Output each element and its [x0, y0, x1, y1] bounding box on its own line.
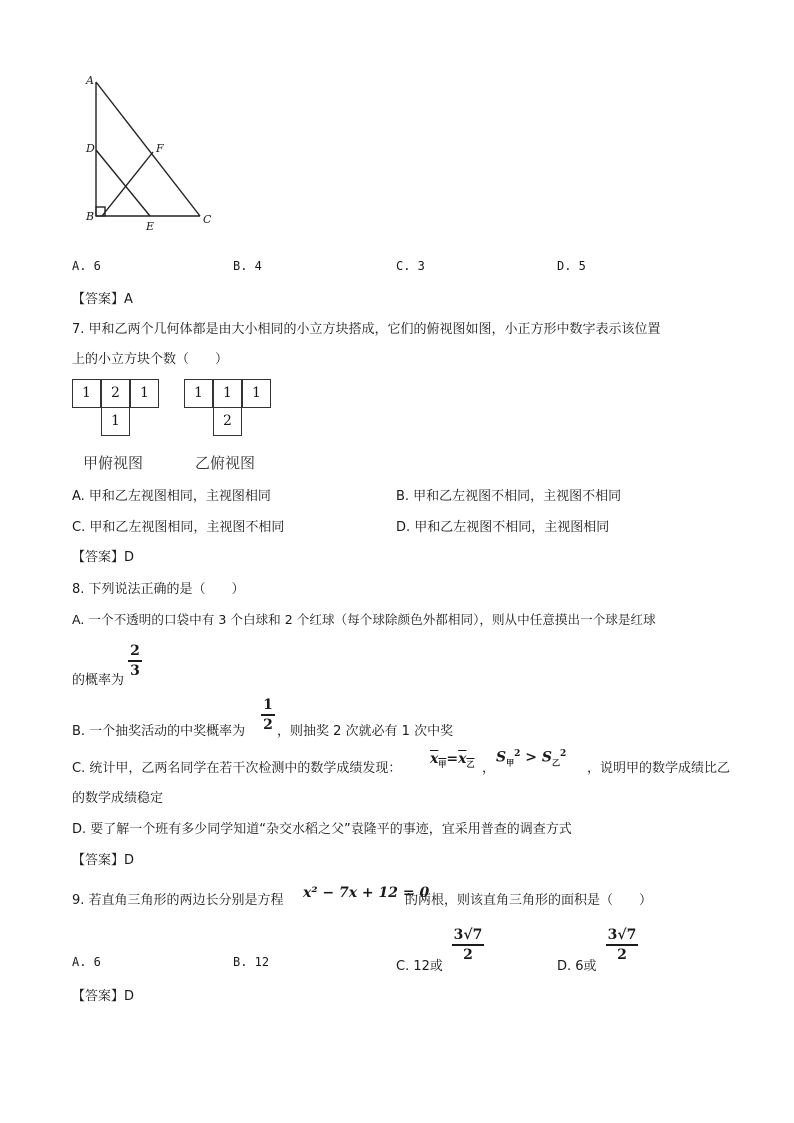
- jia-cell: 1: [130, 379, 159, 408]
- q9-option-a: A. 6: [72, 955, 101, 969]
- q9-c-fraction: [452, 927, 484, 963]
- label-B: B: [86, 210, 95, 223]
- fraction-numerator: 3√7: [607, 927, 637, 943]
- q7-answer: 【答案】D: [72, 550, 135, 565]
- yi-cell: 1: [242, 379, 271, 408]
- yi-caption: 乙俯视图: [195, 454, 256, 472]
- q9-stem-prefix: 9. 若直角三角形的两边长分别是方程: [72, 893, 284, 908]
- fraction-numerator: 2: [130, 643, 140, 659]
- q8-option-a-line2: 的概率为: [72, 673, 125, 688]
- q8-b-fraction: [261, 697, 275, 733]
- q9-stem-suffix: 的两根，则该直角三角形的面积是（ ）: [405, 893, 653, 908]
- fraction-denominator: 2: [617, 946, 627, 963]
- q6-option-a: A. 6: [72, 259, 101, 273]
- q8-c-variance-formula: $S_甲^2 > S_乙^2$: [496, 749, 567, 768]
- label-A: A: [86, 74, 94, 87]
- fraction-denominator: 2: [263, 716, 273, 733]
- q8-c-mean-formula: $x_甲=x_乙$: [430, 751, 475, 769]
- label-F: F: [156, 142, 164, 155]
- q7-option-b: B. 甲和乙左视图不相同，主视图不相同: [396, 489, 622, 504]
- q6-answer: 【答案】A: [72, 292, 133, 307]
- q8-option-c-prefix: C. 统计甲，乙两名同学在若干次检测中的数学成绩发现：: [72, 761, 402, 776]
- yi-cell: 1: [184, 379, 213, 408]
- yi-cell: 2: [213, 407, 242, 436]
- yi-cell: 1: [213, 379, 242, 408]
- q9-option-c-prefix: C. 12或: [396, 959, 443, 974]
- q8-option-c-suffix: ，说明甲的数学成绩比乙: [587, 761, 731, 776]
- label-E: E: [146, 220, 155, 233]
- q8-stem: 8. 下列说法正确的是（ ）: [72, 582, 245, 597]
- q9-option-d-prefix: D. 6或: [557, 959, 597, 974]
- q6-option-c: C. 3: [396, 259, 425, 273]
- q8-option-d: D. 要了解一个班有多少同学知道“杂交水稻之父”袁隆平的事迹，宜采用普查的调查方式: [72, 822, 572, 837]
- q8-option-a-line1: A. 一个不透明的口袋中有 3 个白球和 2 个红球（每个球除颜色外都相同），则从中任意摸出一个球是红球: [72, 612, 656, 627]
- q9-d-fraction: [606, 927, 638, 963]
- q7-stem-line1: 7. 甲和乙两个几何体都是由大小相同的小立方块搭成，它们的俯视图如图，小正方形中数字表示该位置: [72, 322, 661, 337]
- label-C: C: [203, 213, 212, 226]
- jia-cell: 2: [101, 379, 130, 408]
- fraction-denominator: 2: [463, 946, 473, 963]
- q8-option-b-prefix: B. 一个抽奖活动的中奖概率为: [72, 724, 246, 739]
- q9-option-b: B. 12: [233, 955, 270, 969]
- q7-option-a: A. 甲和乙左视图相同，主视图相同: [72, 489, 271, 504]
- q8-a-fraction: [128, 643, 142, 679]
- q8-c-comma: ，: [482, 761, 496, 776]
- q6-option-d: D. 5: [557, 259, 586, 273]
- q8-option-b-suffix: ，则抽奖 2 次就必有 1 次中奖: [277, 724, 454, 739]
- q8-answer: 【答案】D: [72, 853, 135, 868]
- q9-equation: x² − 7x + 12 = 0: [303, 885, 430, 901]
- triangle-figure: [80, 70, 230, 235]
- q6-option-b: B. 4: [233, 259, 262, 273]
- jia-cell: 1: [101, 407, 130, 436]
- q8-option-c-line2: 的数学成绩稳定: [72, 791, 164, 806]
- jia-cell: 1: [72, 379, 101, 408]
- q7-option-d: D. 甲和乙左视图不相同，主视图相同: [396, 520, 610, 535]
- fraction-denominator: 3: [130, 662, 140, 679]
- q9-answer: 【答案】D: [72, 989, 135, 1004]
- jia-caption: 甲俯视图: [83, 454, 144, 472]
- fraction-numerator: 3√7: [453, 927, 483, 943]
- fraction-numerator: 1: [263, 697, 273, 713]
- q7-option-c: C. 甲和乙左视图相同，主视图不相同: [72, 520, 285, 535]
- q7-stem-line2: 上的小立方块个数（ ）: [72, 352, 229, 367]
- label-D: D: [86, 142, 95, 155]
